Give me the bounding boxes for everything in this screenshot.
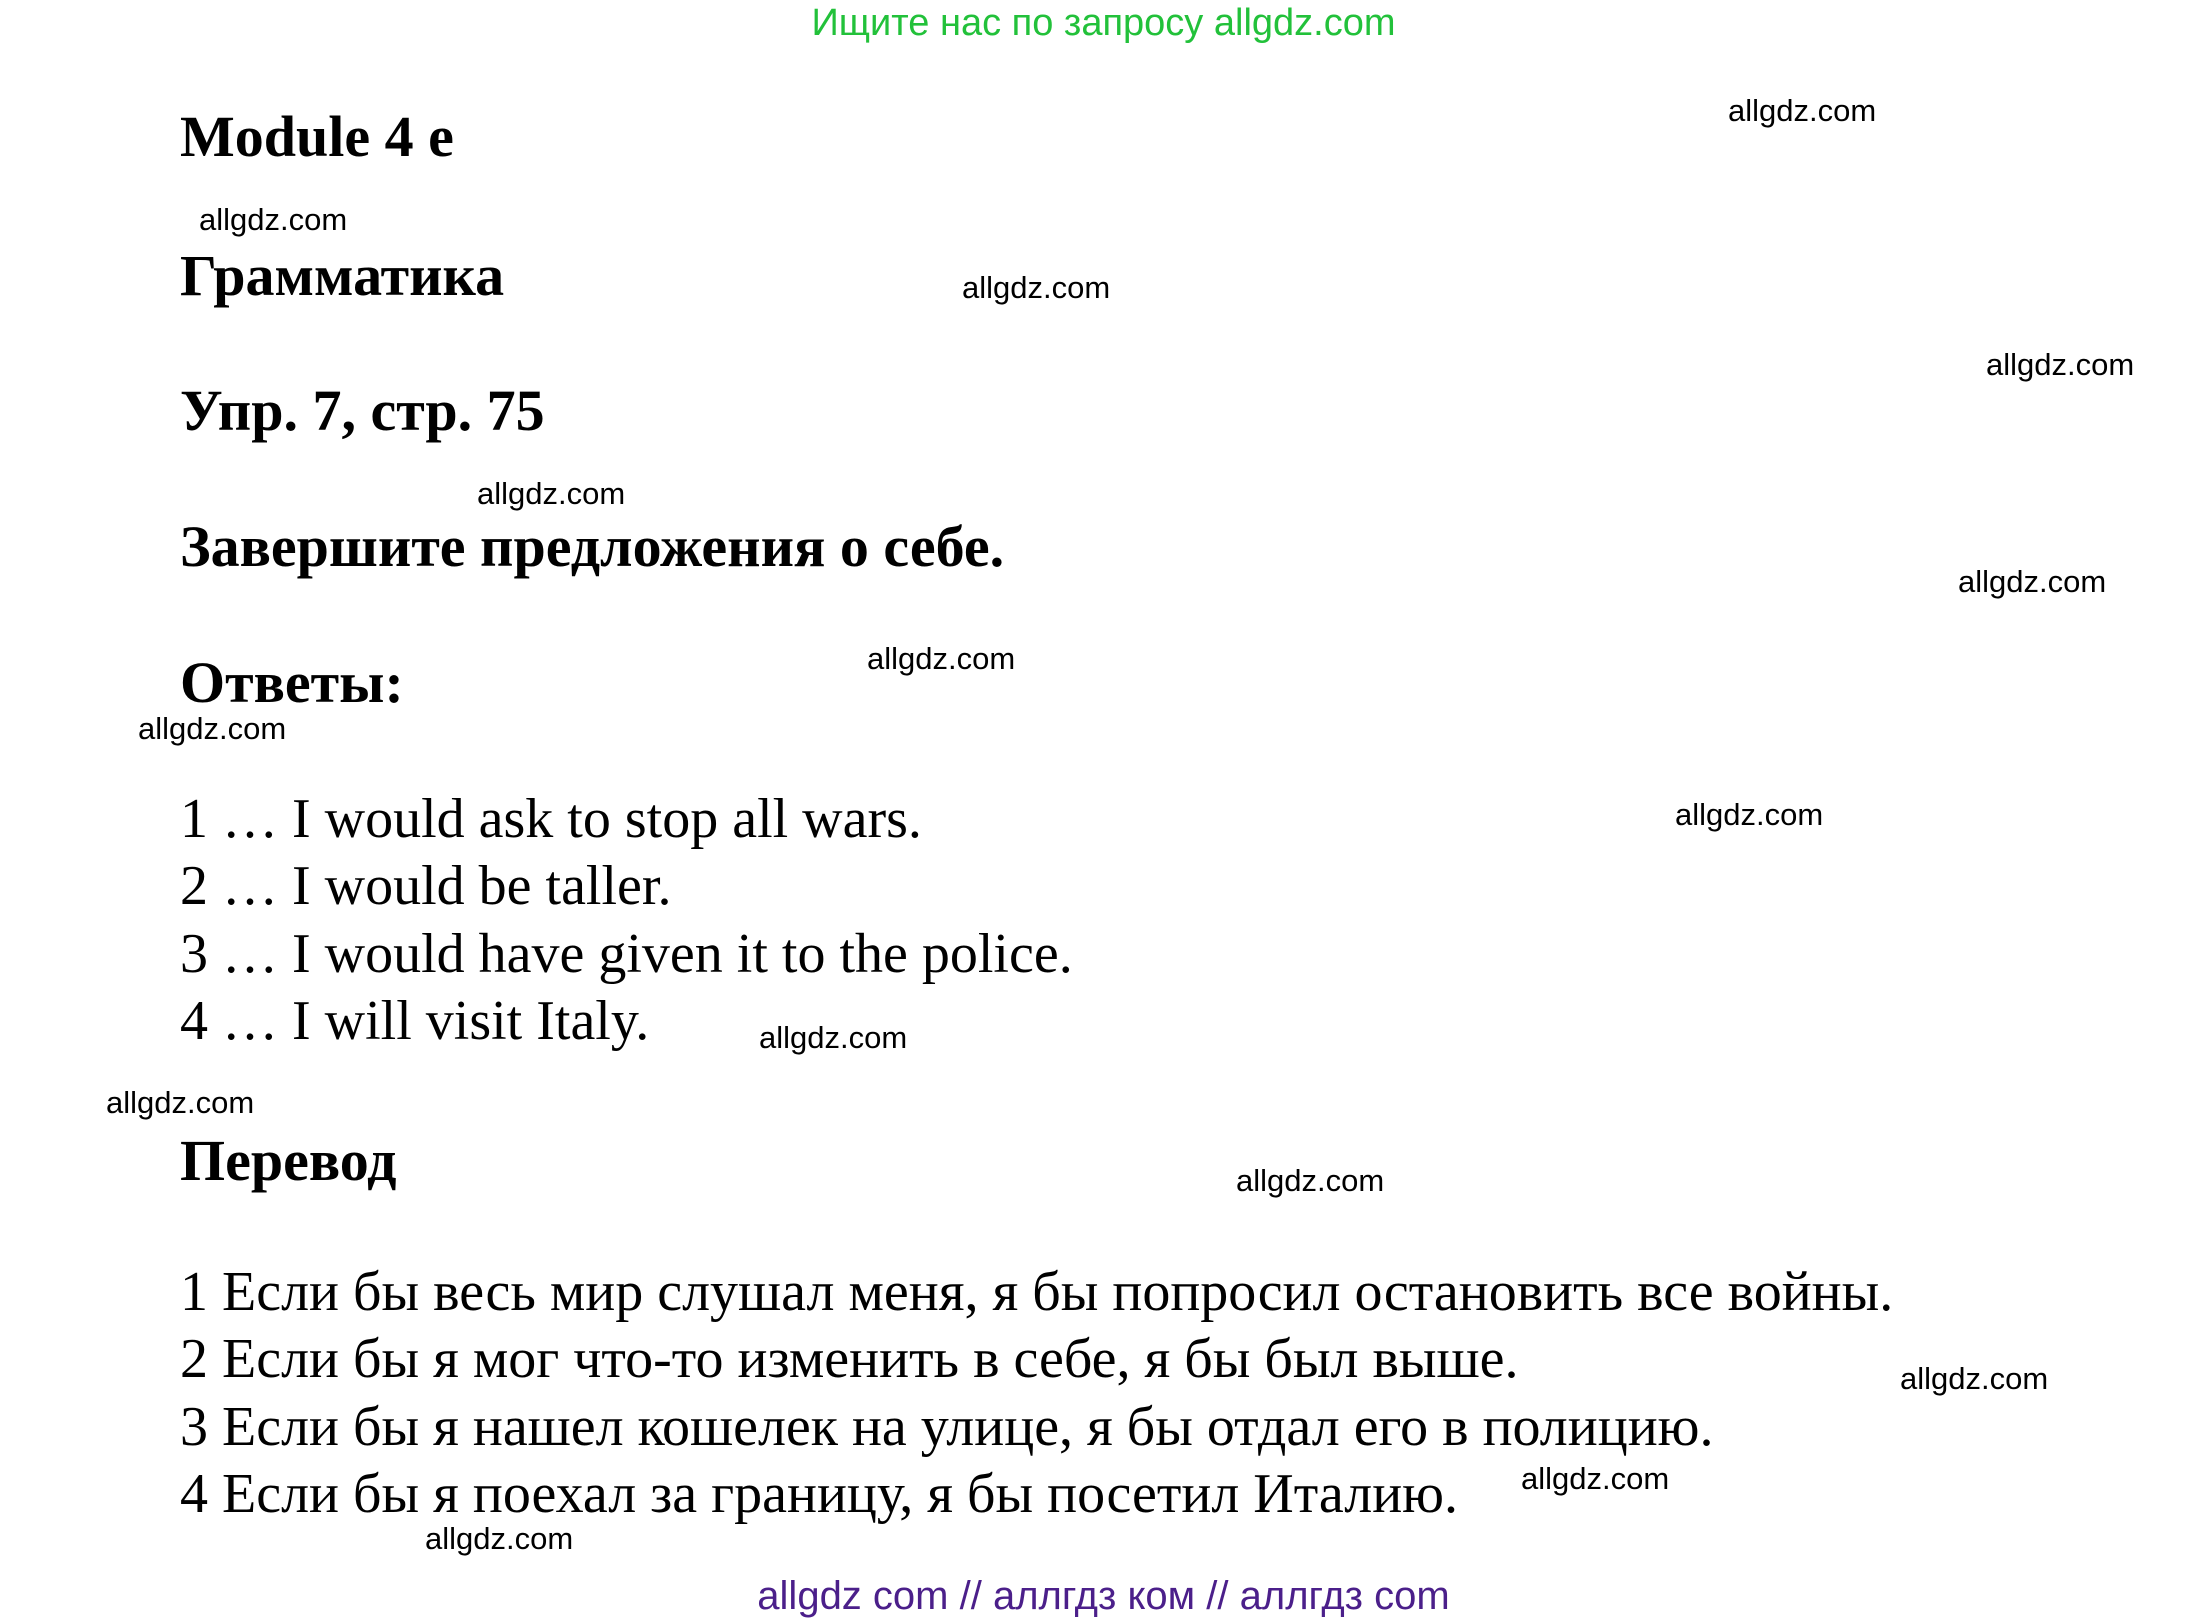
watermark: allgdz.com xyxy=(867,641,1016,676)
answers-heading: Ответы: xyxy=(180,650,404,715)
translation-heading: Перевод xyxy=(180,1128,397,1193)
search-banner: Ищите нас по запросу allgdz.com xyxy=(811,2,1396,44)
exercise-title: Упр. 7, стр. 75 xyxy=(180,378,545,443)
watermark: allgdz.com xyxy=(1236,1163,1385,1198)
watermark: allgdz.com xyxy=(138,711,287,746)
watermark: allgdz.com xyxy=(1900,1361,2049,1396)
watermark: allgdz.com xyxy=(1986,347,2135,382)
translation-line: 1 Если бы весь мир слушал меня, я бы попросил остановить все войны. xyxy=(180,1261,1894,1323)
translation-line: 3 Если бы я нашел кошелек на улице, я бы отдал его в полицию. xyxy=(180,1396,1714,1458)
answer-line: 3 … I would have given it to the police. xyxy=(180,923,1073,985)
task-instruction: Завершите предложения о себе. xyxy=(180,514,1005,579)
footer-links: allgdz com // аллгдз ком // аллгдз com xyxy=(757,1574,1450,1618)
watermark: allgdz.com xyxy=(1728,93,1877,128)
watermark: allgdz.com xyxy=(106,1085,255,1120)
answer-line: 4 … I will visit Italy. xyxy=(180,990,650,1052)
watermark: allgdz.com xyxy=(962,270,1111,305)
section-title: Грамматика xyxy=(180,243,505,308)
answer-line: 1 … I would ask to stop all wars. xyxy=(180,788,922,850)
translation-line: 4 Если бы я поехал за границу, я бы посетил Италию. xyxy=(180,1463,1458,1525)
watermark: allgdz.com xyxy=(425,1521,574,1556)
watermark: allgdz.com xyxy=(1521,1461,1670,1496)
module-title: Module 4 e xyxy=(180,104,454,169)
watermark: allgdz.com xyxy=(199,202,348,237)
translation-line: 2 Если бы я мог что-то изменить в себе, я бы был выше. xyxy=(180,1328,1519,1390)
watermark: allgdz.com xyxy=(477,476,626,511)
watermark: allgdz.com xyxy=(759,1020,908,1055)
watermark: allgdz.com xyxy=(1958,564,2107,599)
watermark: allgdz.com xyxy=(1675,797,1824,832)
answer-line: 2 … I would be taller. xyxy=(180,855,672,917)
